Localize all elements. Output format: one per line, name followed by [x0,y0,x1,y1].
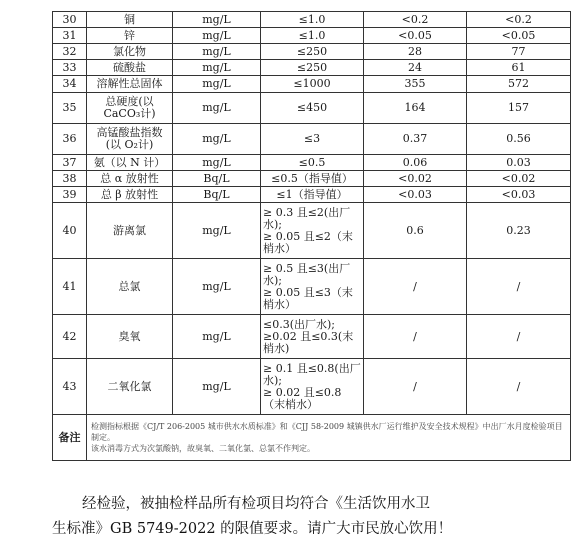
indicator-name: 总氯 [87,259,173,315]
result-1: 164 [364,93,467,124]
result-1: <0.03 [364,187,467,203]
limit: ≤0.5 [261,155,364,171]
row-number: 42 [53,315,87,359]
unit: Bq/L [173,187,261,203]
result-2: 0.56 [467,124,571,155]
indicator-name: 臭氧 [87,315,173,359]
limit: ≤250 [261,60,364,76]
table-row [53,60,571,76]
limit: ≥ 0.5 且≤3(出厂水); ≥ 0.05 且≤3（末梢水） [261,259,364,315]
indicator-name: 硫酸盐 [87,60,173,76]
result-2: 0.03 [467,155,571,171]
limit: ≤1000 [261,76,364,93]
result-1: 0.06 [364,155,467,171]
limit: ≤1.0 [261,12,364,28]
result-1: 24 [364,60,467,76]
row-number: 34 [53,76,87,93]
limit: ≥ 0.1 且≤0.8(出厂水); ≥ 0.02 且≤0.8（末梢水） [261,359,364,415]
indicator-name: 二氧化氯 [87,359,173,415]
row-number: 35 [53,93,87,124]
limit: ≤3 [261,124,364,155]
note-line-2: 该水消毒方式为次氯酸钠，故臭氧、二氧化氯、总氯不作判定。 [91,444,315,453]
result-1: / [364,315,467,359]
limit: ≤1.0 [261,28,364,44]
limit: ≥ 0.3 且≤2(出厂水); ≥ 0.05 且≤2（末梢水） [261,203,364,259]
indicator-name: 溶解性总固体 [87,76,173,93]
unit: mg/L [173,155,261,171]
result-2: 572 [467,76,571,93]
result-1: <0.2 [364,12,467,28]
result-2: / [467,259,571,315]
row-number: 36 [53,124,87,155]
indicator-name: 游离氯 [87,203,173,259]
indicator-name: 高锰酸盐指数(以 O₂计) [87,124,173,155]
note-row [53,415,571,461]
indicator-name: 氯化物 [87,44,173,60]
result-2: <0.2 [467,12,571,28]
unit: mg/L [173,93,261,124]
limit: ≤250 [261,44,364,60]
result-1: <0.05 [364,28,467,44]
result-1: / [364,359,467,415]
result-2: 0.23 [467,203,571,259]
result-2: 61 [467,60,571,76]
indicator-name: 锌 [87,28,173,44]
note-label: 备注 [53,415,87,461]
result-2: <0.03 [467,187,571,203]
result-2: 157 [467,93,571,124]
unit: mg/L [173,315,261,359]
result-1: <0.02 [364,171,467,187]
unit: mg/L [173,124,261,155]
indicator-name: 总硬度(以CaCO₃计) [87,93,173,124]
table-row [53,155,571,171]
result-1: 0.37 [364,124,467,155]
row-number: 41 [53,259,87,315]
indicator-name: 总 β 放射性 [87,187,173,203]
note-line-1: 检测指标根据《CJ/T 206-2005 城市供水水质标准》和《CJJ 58-2009 城镇供水厂运行维护及安全技术规程》中出厂水月度检验项目制定。 [91,422,563,442]
result-1: 0.6 [364,203,467,259]
row-number: 40 [53,203,87,259]
limit: ≤1（指导值） [261,187,364,203]
conclusion-line-1: 经检验，被抽检样品所有检项目均符合《生活饮用水卫 [82,496,430,512]
table-row [53,359,571,415]
row-number: 30 [53,12,87,28]
note-text [87,415,571,461]
unit: mg/L [173,12,261,28]
row-number: 37 [53,155,87,171]
table-row [53,76,571,93]
water-quality-table [52,11,571,461]
unit: mg/L [173,359,261,415]
unit: mg/L [173,76,261,93]
limit: ≤450 [261,93,364,124]
table-row [53,171,571,187]
result-2: <0.05 [467,28,571,44]
unit: Bq/L [173,171,261,187]
unit: mg/L [173,60,261,76]
result-2: 77 [467,44,571,60]
conclusion [52,492,557,542]
limit: ≤0.3(出厂水); ≥0.02 且≤0.3(末梢水) [261,315,364,359]
indicator-name: 铜 [87,12,173,28]
indicator-name: 氨（以 N 计） [87,155,173,171]
unit: mg/L [173,28,261,44]
result-1: 355 [364,76,467,93]
table-row [53,124,571,155]
result-2: <0.02 [467,171,571,187]
table-row [53,12,571,28]
unit: mg/L [173,44,261,60]
limit: ≤0.5（指导值） [261,171,364,187]
table-row [53,44,571,60]
conclusion-line-2: 生标准》GB 5749-2022 的限值要求。请广大市民放心饮用！ [52,521,453,537]
table-row [53,203,571,259]
unit: mg/L [173,259,261,315]
result-1: / [364,259,467,315]
table-row [53,259,571,315]
row-number: 32 [53,44,87,60]
table-body [53,12,571,461]
result-2: / [467,315,571,359]
table-row [53,93,571,124]
indicator-name: 总 α 放射性 [87,171,173,187]
row-number: 39 [53,187,87,203]
row-number: 31 [53,28,87,44]
table-row [53,187,571,203]
table-row [53,315,571,359]
result-1: 28 [364,44,467,60]
result-2: / [467,359,571,415]
unit: mg/L [173,203,261,259]
row-number: 38 [53,171,87,187]
table-row [53,28,571,44]
row-number: 33 [53,60,87,76]
row-number: 43 [53,359,87,415]
